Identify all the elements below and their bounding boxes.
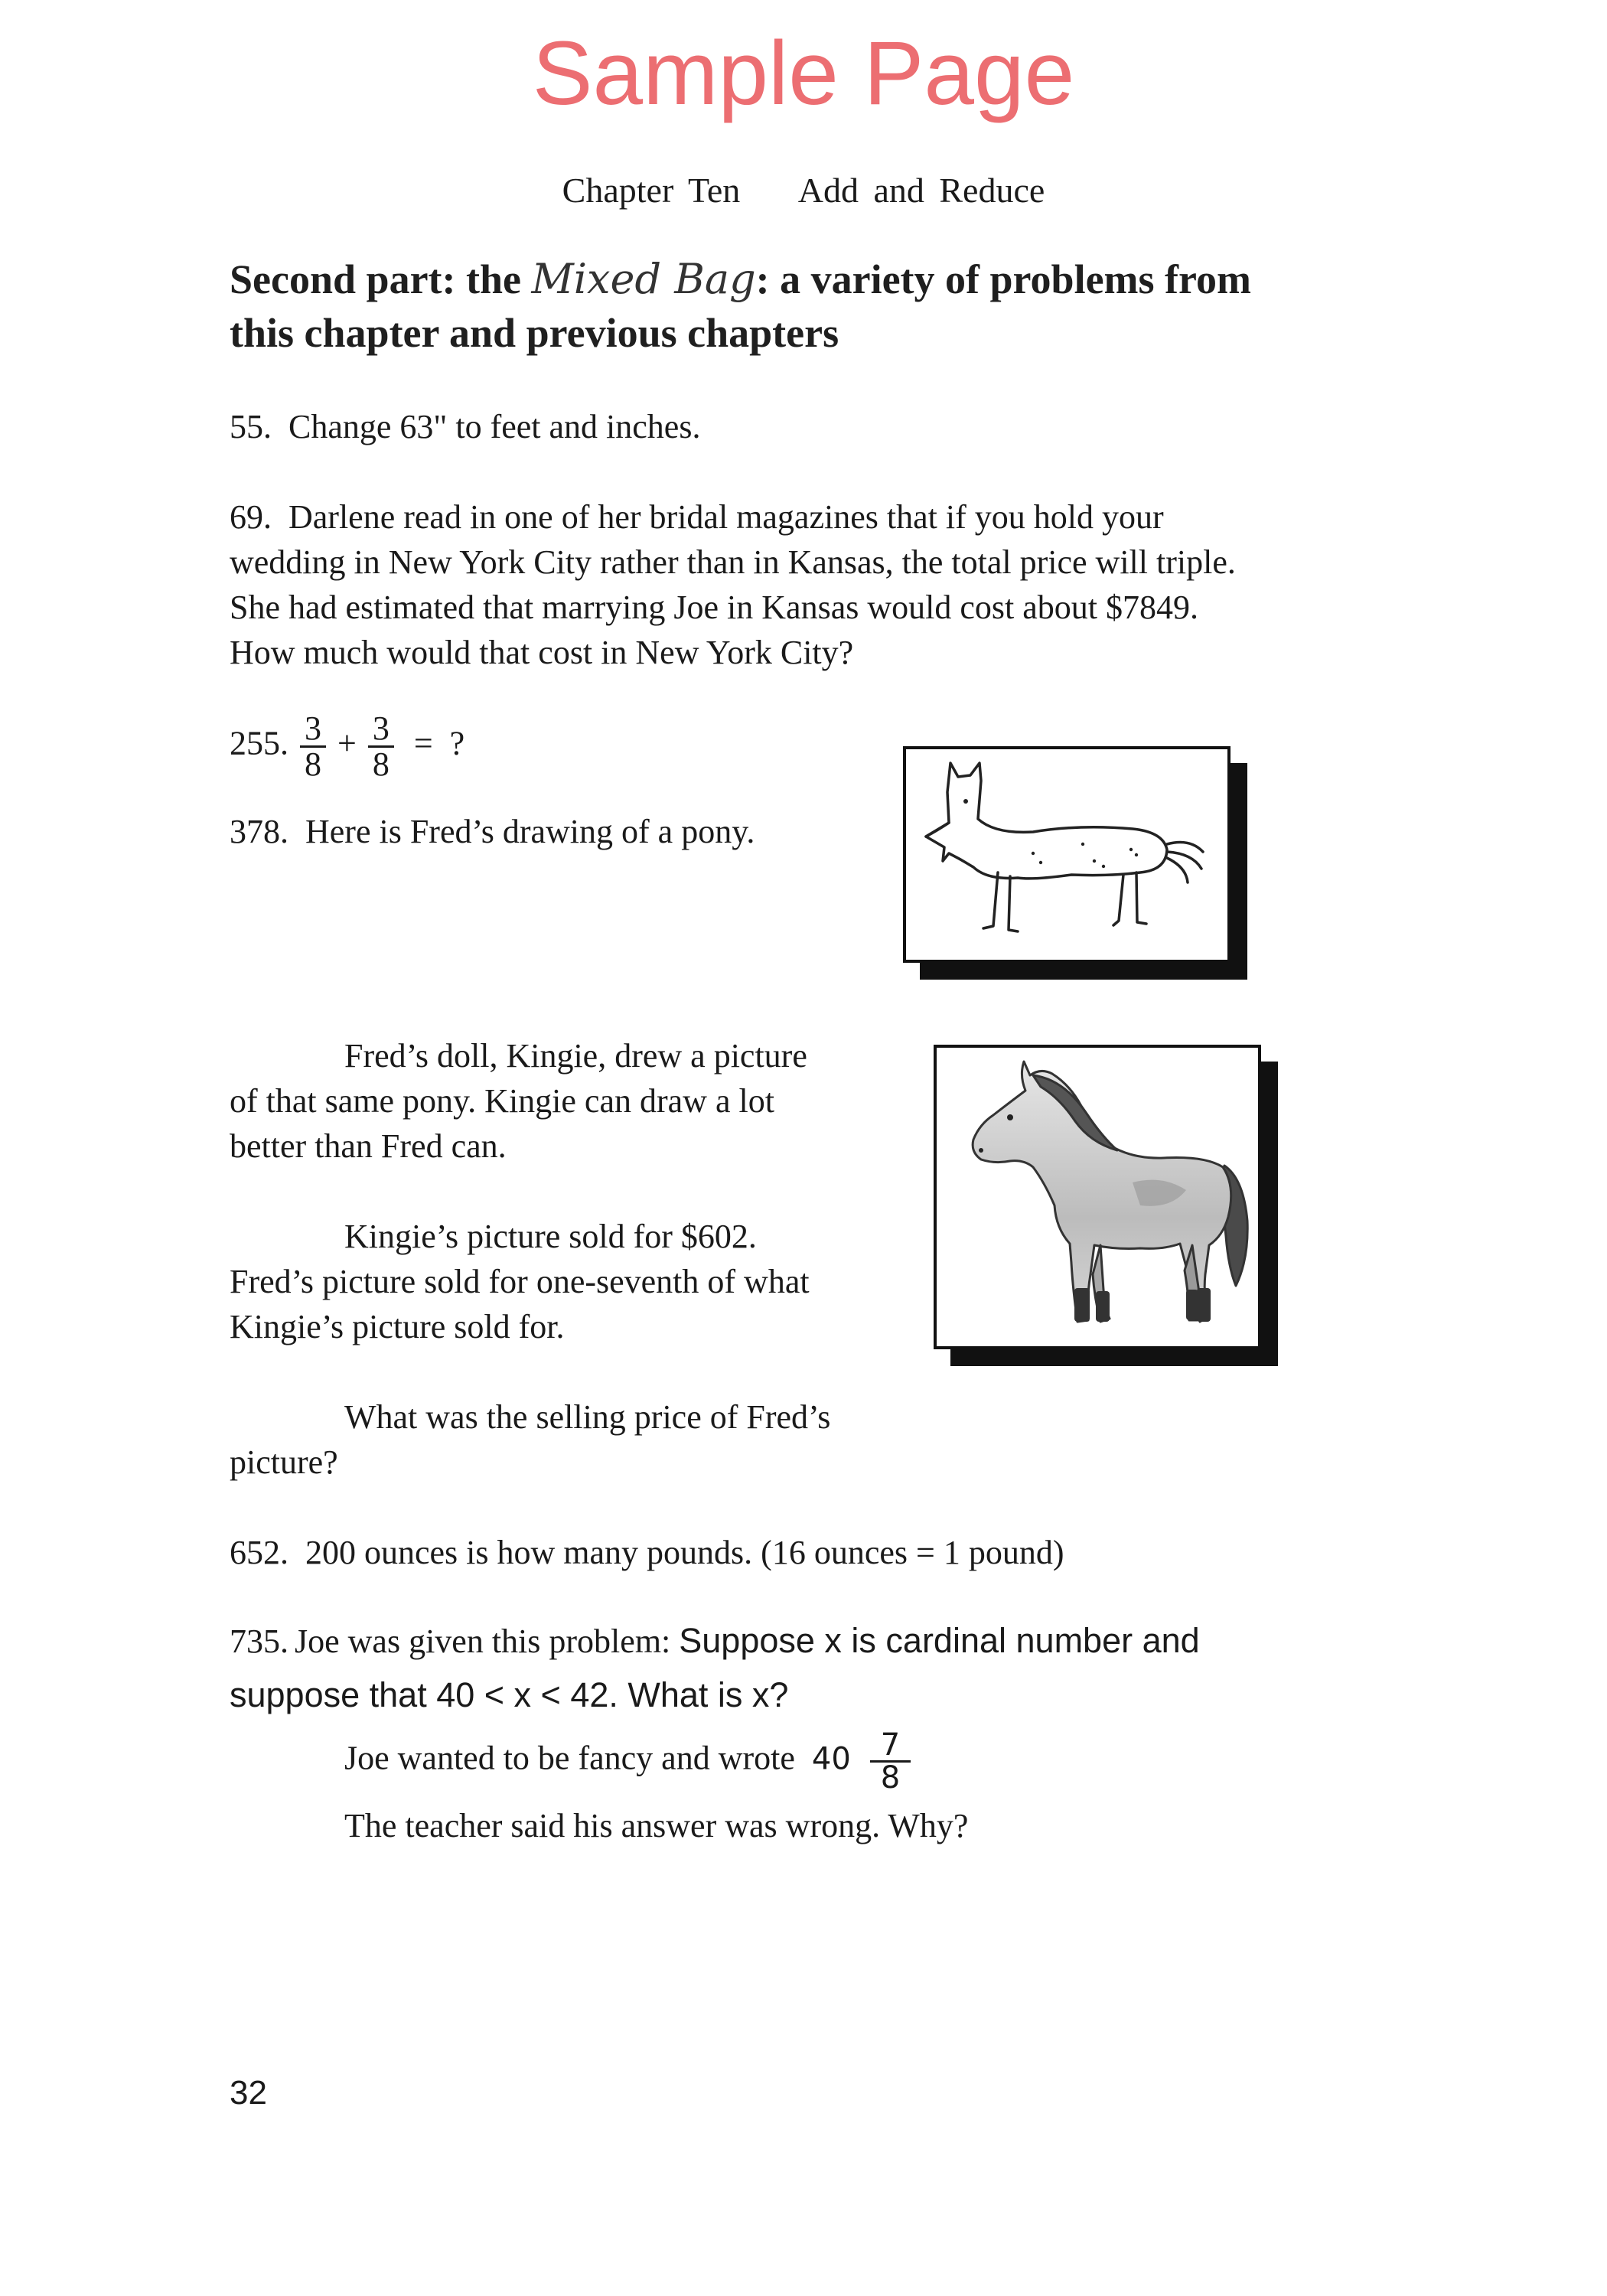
paragraph-line: of that same pony. Kingie can draw a lot	[230, 1082, 774, 1120]
problem-text: Change 63" to feet and inches.	[288, 408, 701, 445]
heading-line2: this chapter and previous chapters	[230, 310, 839, 356]
sample-page-watermark: Sample Page	[532, 23, 1075, 124]
problem-line: wedding in New York City rather than in Kansas, the total price will triple.	[230, 543, 1236, 581]
problem-735	[230, 1618, 1200, 1718]
kingie-horse-drawing	[934, 1045, 1278, 1366]
joe-fraction-denominator: 8	[880, 1760, 901, 1795]
fraction	[300, 709, 326, 783]
kingie-paragraph-1	[230, 1033, 807, 1169]
problem-text: Here is Fred’s drawing of a pony.	[305, 813, 755, 850]
chapter-label: Chapter Ten	[562, 171, 741, 210]
problem-number: 652.	[230, 1534, 288, 1571]
problem-intro: Joe was given this problem:	[295, 1623, 680, 1660]
plus-sign: +	[337, 724, 357, 762]
equals-sign: =	[413, 724, 433, 762]
joe-text: Joe wanted to be fancy and wrote	[344, 1739, 795, 1777]
problem-55	[230, 404, 700, 449]
fraction-denominator: 8	[305, 745, 321, 783]
question-mark: ?	[449, 724, 465, 762]
paragraph-line: Kingie’s picture sold for $602.	[344, 1218, 757, 1255]
problem-number: 255.	[230, 724, 288, 762]
fraction-numerator: 3	[300, 712, 326, 748]
fraction	[368, 709, 394, 783]
problem-line: She had estimated that marrying Joe in Kansas would cost about $7849.	[230, 589, 1198, 626]
problem-number: 55.	[230, 408, 272, 445]
heading-before: Second part: the	[230, 256, 532, 302]
quoted-problem-line: suppose that 40 < x < 42. What is x?	[230, 1675, 789, 1714]
kingie-paragraph-3	[230, 1394, 830, 1485]
problem-number: 735.	[230, 1623, 288, 1660]
quoted-problem-line: Suppose x is cardinal number and	[679, 1621, 1200, 1660]
problem-text: 200 ounces is how many pounds. (16 ounces = 1 pound)	[305, 1534, 1064, 1571]
page-number: 32	[230, 2074, 267, 2112]
problem-number: 69.	[230, 498, 272, 536]
chapter-title: Add and Reduce	[797, 171, 1045, 210]
section-heading	[230, 253, 1416, 360]
heading-line1-after: : a variety of problems from	[755, 256, 1252, 302]
fraction-numerator: 3	[368, 712, 394, 748]
problem-line: Darlene read in one of her bridal magazines that if you hold your	[288, 498, 1164, 536]
paragraph-line: better than Fred can.	[230, 1127, 507, 1165]
joe-answer-line	[344, 1727, 911, 1795]
problem-69	[230, 494, 1236, 675]
childish-pony-image	[903, 746, 1247, 980]
joe-whole-number: 40	[811, 1741, 851, 1777]
joe-fraction-numerator: 7	[870, 1730, 911, 1763]
fraction-denominator: 8	[372, 745, 390, 783]
paragraph-line: Fred’s picture sold for one-seventh of what	[230, 1263, 810, 1300]
paragraph-line: Fred’s doll, Kingie, drew a picture	[344, 1037, 807, 1075]
problem-line: How much would that cost in New York City?	[230, 634, 854, 671]
problem-378	[230, 809, 755, 854]
chapter-header	[0, 170, 1607, 210]
problem-255	[230, 709, 465, 783]
joe-fraction	[870, 1727, 911, 1795]
problem-652	[230, 1530, 1064, 1575]
kingie-paragraph-2	[230, 1214, 810, 1349]
fred-pony-drawing	[903, 746, 1247, 980]
teacher-line: The teacher said his answer was wrong. Why?	[344, 1807, 969, 1844]
problem-number: 378.	[230, 813, 288, 850]
paragraph-line: What was the selling price of Fred’s	[344, 1398, 831, 1436]
realistic-horse-image	[934, 1045, 1278, 1366]
paragraph-line: picture?	[230, 1443, 338, 1481]
paragraph-line: Kingie’s picture sold for.	[230, 1308, 565, 1345]
mixed-bag-logo: Mixed Bag	[531, 255, 756, 303]
